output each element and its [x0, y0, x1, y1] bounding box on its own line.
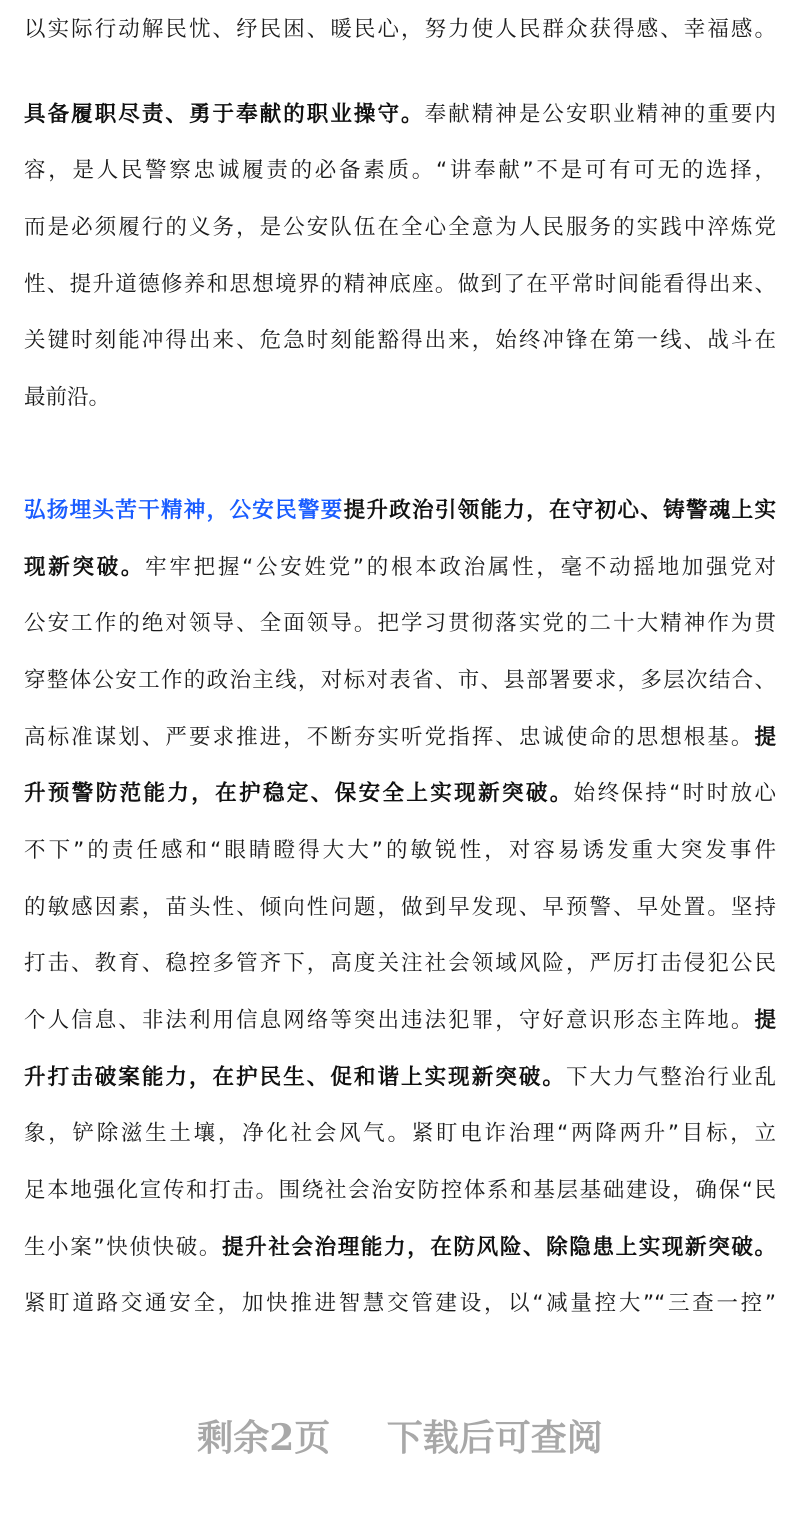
- text-line: [24, 313, 776, 370]
- text-line: [24, 936, 776, 993]
- body-text: 紧盯道路交通安全，加快推进智慧交管建设，以“减量控大”“三查一控”: [24, 1291, 776, 1317]
- text-line: [24, 596, 776, 653]
- text-line: [24, 143, 776, 200]
- body-text: 个人信息、非法利用信息网络等突出违法犯罪，守好意识形态主阵地。: [24, 1008, 755, 1033]
- text-line: [24, 200, 776, 257]
- text-line: [24, 483, 776, 540]
- bold-text: 提升社会治理能力，在防风险、除隐患上实现新突破。: [222, 1234, 776, 1260]
- text-line: [24, 2, 776, 59]
- bold-text: 升打击破案能力，在护民生、促和谐上实现新突破。: [24, 1064, 566, 1090]
- text-line: [24, 1220, 776, 1277]
- body-text: 奉献精神是公安职业精神的重要内: [424, 101, 776, 127]
- paragraph: [24, 87, 776, 427]
- text-line: [24, 1050, 776, 1107]
- body-text: 穿整体公安工作的政治主线，对标对表省、市、县部署要求，多层次结合、: [24, 667, 776, 693]
- body-text: 始终保持“时时放心: [573, 781, 776, 807]
- body-text: 关键时刻能冲得出来、危急时刻能豁得出来，始终冲锋在第一线、战斗在: [24, 328, 776, 354]
- bold-text: 提: [754, 724, 776, 750]
- text-line: [24, 710, 776, 767]
- text-line: [24, 1276, 776, 1333]
- body-text: 的敏感因素，苗头性、倾向性问题，做到早发现、早预警、早处置。坚持: [24, 894, 776, 920]
- body-text: 下大力气整治行业乱: [565, 1064, 776, 1090]
- body-text: 而是必须履行的义务，是公安队伍在全心全意为人民服务的实践中淬炼党: [24, 215, 776, 241]
- document-body: [24, 2, 776, 1333]
- text-line: [24, 540, 776, 597]
- body-text: 牢牢把握“公安姓党”的根本政治属性，毫不动摇地加强党对: [145, 554, 776, 580]
- body-text: 象，铲除滋生土壤，净化社会风气。紧盯电诈治理“两降两升”目标，立: [24, 1121, 776, 1147]
- body-text: 足本地强化宣传和打击。围绕社会治安防控体系和基层基础建设，确保“民: [24, 1178, 776, 1204]
- download-prompt[interactable]: [0, 1410, 800, 1461]
- highlighted-text: 弘扬埋头苦干精神，公安民警要: [24, 497, 344, 523]
- bold-text: 提升政治引领能力，在守初心、铸警魂上实: [343, 497, 776, 523]
- body-text: 最前沿。: [24, 385, 111, 411]
- body-text: 以实际行动解民忧、纾民困、暖民心，努力使人民群众获得感、幸福感。: [24, 17, 776, 42]
- body-text: 高标准谋划、严要求推进，不断夯实听党指挥、忠诚使命的思想根基。: [24, 724, 755, 750]
- body-text: 公安工作的绝对领导、全面领导。把学习贯彻落实党的二十大精神作为贯: [24, 611, 776, 637]
- text-line: [24, 823, 776, 880]
- text-line: [24, 766, 776, 823]
- text-line: [24, 880, 776, 937]
- paragraph: [24, 483, 776, 1333]
- text-line: [24, 993, 776, 1050]
- text-line: [24, 653, 776, 710]
- bold-text: 现新突破。: [24, 554, 146, 580]
- body-text: 容，是人民警察忠诚履责的必备素质。“讲奉献”不是可有可无的选择，: [24, 158, 776, 184]
- text-line: [24, 1106, 776, 1163]
- download-to-view-text: 下载后可查阅: [386, 1417, 603, 1459]
- text-line: [24, 370, 776, 427]
- body-text: 不下”的责任感和“眼睛瞪得大大”的敏锐性，对容易诱发重大突发事件: [24, 837, 776, 863]
- bold-text: 提: [754, 1008, 776, 1033]
- body-text: 生小案”快侦快破。: [24, 1234, 223, 1260]
- body-text: 打击、教育、稳控多管齐下，高度关注社会领域风险，严厉打击侵犯公民: [24, 951, 776, 977]
- remaining-pages-text: 剩余2页: [197, 1417, 331, 1459]
- text-line: [24, 1163, 776, 1220]
- text-line: [24, 87, 776, 144]
- text-line: [24, 257, 776, 314]
- paragraph: [24, 2, 776, 59]
- bold-text: 具备履职尽责、勇于奉献的职业操守。: [24, 101, 425, 127]
- bold-text: 升预警防范能力，在护稳定、保安全上实现新突破。: [24, 781, 574, 807]
- body-text: 性、提升道德修养和思想境界的精神底座。做到了在平常时间能看得出来、: [24, 271, 776, 297]
